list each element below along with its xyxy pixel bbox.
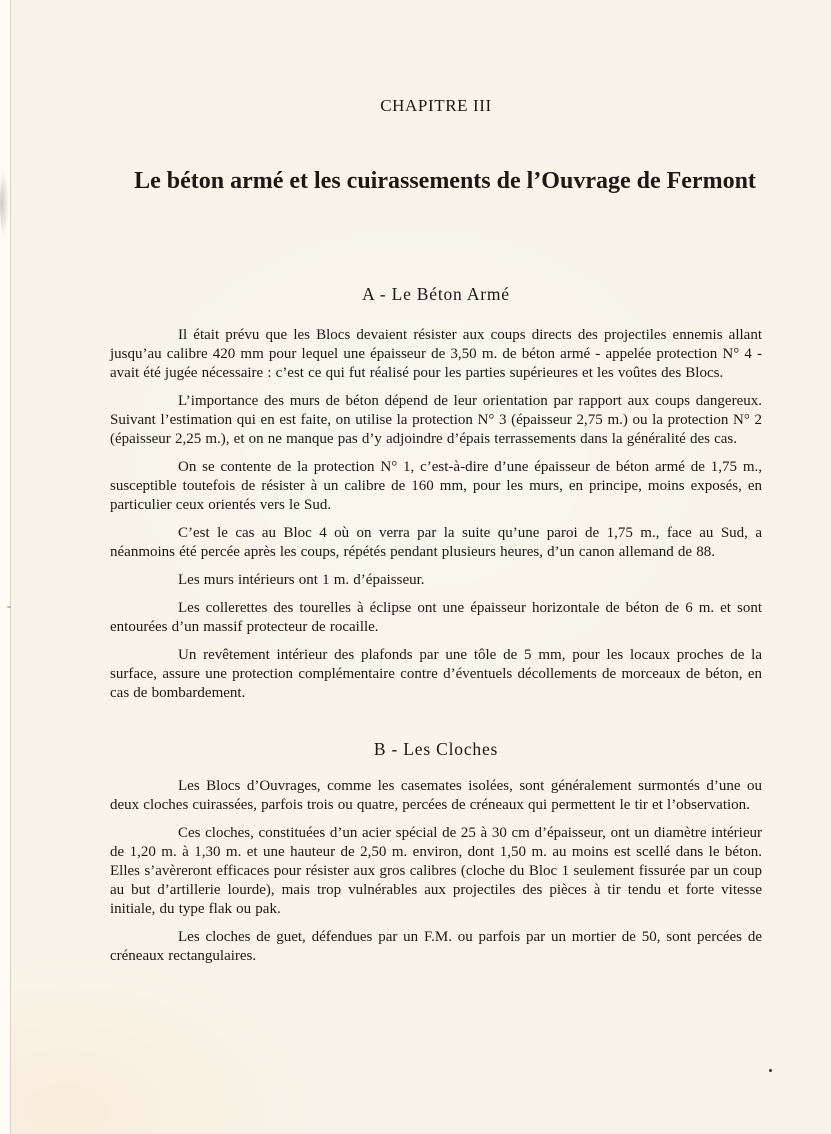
paragraph: Il était prévu que les Blocs devaient résister aux coups directs des projectiles ennemis allant jusqu’au calibre 420 mm pour lequel une épaisseur de 3,50 m. de béton armé - appelée protection N° 4 - avait été jugée nécessaire : c’est ce qui fut réalisé pour les parties supérieures et les voûtes des Blocs.	[110, 327, 762, 381]
scan-speck	[7, 606, 11, 608]
paragraph: Les Blocs d’Ouvrages, comme les casemates isolées, sont généralement surmontés d’une ou deux cloches cuirassées, parfois trois ou quatre, percées de créneaux qui permettent le tir et l’observation.	[110, 778, 762, 813]
section-heading-a: A - Le Béton Armé	[362, 284, 510, 304]
text-column	[110, 0, 762, 966]
section-heading-b: B - Les Cloches	[373, 739, 499, 759]
paragraph: Un revêtement intérieur des plafonds par une tôle de 5 mm, pour les locaux proches de la surface, assure une protection complémentaire contre d’éventuels décollements de morceaux de béton, en cas de bombardement.	[110, 647, 762, 701]
paragraph: L’importance des murs de béton dépend de leur orientation par rapport aux coups dangereux. Suivant l’estimation qui en est faite, on utilise la protection N° 3 (épaisseur 2,75 m.) ou la protection N° 2 (épaisseur 2,25 m.), et on ne manque pas d’y adjoindre d’épais terrassements dans la généralité des cas.	[110, 393, 762, 447]
paragraph: On se contente de la protection N° 1, c’est-à-dire d’une épaisseur de béton armé de 1,75 m., susceptible toutefois de résister à un calibre de 160 mm, pour les murs, en principe, moins exposés, en particulier ceux orientés vers le Sud.	[110, 459, 762, 513]
paragraph: Les murs intérieurs ont 1 m. d’épaisseur.	[178, 572, 425, 588]
scan-smudge	[0, 168, 9, 238]
paragraph: Les collerettes des tourelles à éclipse ont une épaisseur horizontale de béton de 6 m. et sont entourées d’un massif protecteur de rocaille.	[110, 600, 762, 635]
paragraph: Ces cloches, constituées d’un acier spécial de 25 à 30 cm d’épaisseur, ont un diamètre intérieur de 1,20 m. à 1,30 m. et une hauteur de 2,50 m. environ, dont 1,50 m. au moins est scellé dans le béton. Elles s’avèreront efficaces pour résister aux gros calibres (cloche du Bloc 1 seulement fissurée par un coup au but d’artillerie lourde), mais trop vulnérables aux projectiles des pièces à tir tendu et forte vitesse initiale, du type flak ou pak.	[110, 825, 762, 917]
chapter-heading: CHAPITRE III	[380, 96, 492, 115]
scan-speck	[769, 1069, 772, 1072]
paragraph: C’est le cas au Bloc 4 où on verra par la suite qu’une paroi de 1,75 m., face au Sud, a néanmoins été percée après les coups, répétés pendant plusieurs heures, d’un canon allemand de 88.	[110, 525, 762, 560]
page-title: Le béton armé et les cuirassements de l’Ouvrage de Fermont	[134, 168, 756, 194]
paragraph: Les cloches de guet, défendues par un F.M. ou parfois par un mortier de 50, sont percées de créneaux rectangulaires.	[110, 929, 762, 964]
